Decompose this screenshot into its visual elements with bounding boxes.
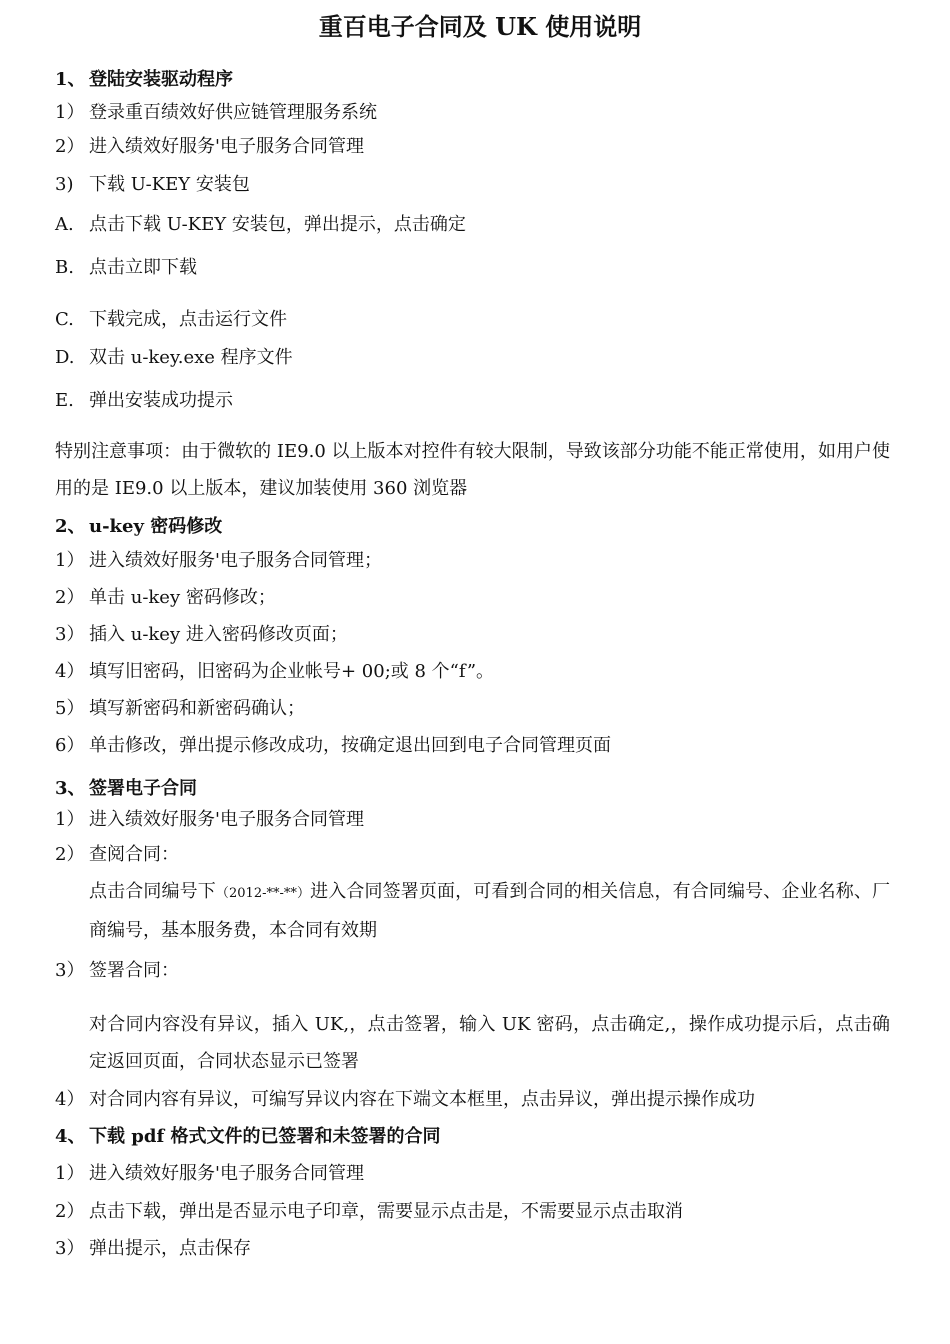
list-item (55, 548, 382, 574)
list-item (55, 1199, 683, 1225)
list-item (55, 134, 364, 160)
item-number: 2） (55, 844, 85, 865)
item-text: 单击 u-key 密码修改； (89, 587, 276, 608)
section-1-heading (55, 67, 233, 93)
description-text: 进入合同签署页面，可看到合同的相关信息，有合同编号、企业名称、厂商编号，基本服务费，本合同有效期 (89, 881, 890, 941)
item-text: 进入绩效好服务'电子服务合同管理 (89, 1163, 364, 1184)
item-number: 2） (55, 587, 85, 608)
item-number: 1） (55, 1163, 85, 1184)
list-item (55, 807, 364, 833)
section-title: 登陆安装驱动程序 (89, 69, 233, 90)
item-number: 1） (55, 550, 85, 571)
item-text: 弹出安装成功提示 (89, 390, 233, 411)
item-number: 3） (55, 960, 85, 981)
item-number: B. (55, 257, 74, 278)
list-item (55, 255, 197, 281)
list-item (55, 307, 287, 333)
list-item (55, 1236, 251, 1262)
item-number: D. (55, 347, 75, 368)
list-item (55, 696, 305, 722)
section-number: 2、 (55, 516, 86, 537)
item-text: 进入绩效好服务'电子服务合同管理 (89, 809, 364, 830)
item-number: 4） (55, 661, 85, 682)
sign-contract-description: 对合同内容没有异议，插入 UK,，点击签署，输入 UK 密码，点击确定,，操作成功提示后，点击确定返回页面，合同状态显示已签署 (89, 1014, 890, 1072)
list-item (55, 585, 276, 611)
list-item (55, 1161, 364, 1187)
item-text: 填写旧密码，旧密码为企业帐号+ 00;或 8 个“f”。 (89, 661, 495, 682)
list-item (55, 958, 179, 984)
contract-number-format: （2012-**-**） (215, 886, 311, 901)
item-number: 2） (55, 1201, 85, 1222)
item-text: 下载 U-KEY 安装包 (89, 174, 250, 195)
list-item (55, 659, 494, 685)
item-text: 双击 u-key.exe 程序文件 (89, 347, 293, 368)
section-number: 3、 (55, 778, 86, 799)
item-number: 3) (55, 174, 74, 195)
item-number: 1） (55, 809, 85, 830)
description-text: 点击合同编号下 (89, 881, 216, 902)
item-number: 3） (55, 624, 85, 645)
list-item (55, 100, 377, 126)
special-note: 特别注意事项：由于微软的 IE9.0 以上版本对控件有较大限制，导致该部分功能不能正常使用，如用户使用的是 IE9.0 以上版本，建议加装使用 360 浏览器 (55, 441, 890, 499)
item-text: 弹出提示，点击保存 (89, 1238, 251, 1259)
item-text: 查阅合同： (89, 844, 179, 865)
list-item (55, 733, 611, 759)
section-title: 签署电子合同 (89, 778, 197, 799)
item-text: 单击修改，弹出提示修改成功，按确定退出回到电子合同管理页面 (89, 735, 611, 756)
item-text: 进入绩效好服务'电子服务合同管理； (89, 550, 382, 571)
item-text: 登录重百绩效好供应链管理服务系统 (89, 102, 377, 123)
item-number: 4） (55, 1089, 85, 1110)
item-text: 签署合同： (89, 960, 179, 981)
list-item (55, 622, 348, 648)
view-contract-description (89, 873, 890, 949)
item-text: 对合同内容有异议，可编写异议内容在下端文本框里，点击异议，弹出提示操作成功 (89, 1089, 755, 1110)
section-number: 1、 (55, 69, 86, 90)
section-number: 4、 (55, 1126, 86, 1147)
item-number: E. (55, 390, 74, 411)
section-2-heading (55, 514, 222, 540)
item-number: 6） (55, 735, 85, 756)
list-item (55, 172, 250, 198)
item-number: 3） (55, 1238, 85, 1259)
item-number: 5） (55, 698, 85, 719)
item-text: 下载完成，点击运行文件 (89, 309, 287, 330)
list-item (55, 212, 466, 238)
item-number: C. (55, 309, 74, 330)
list-item (55, 388, 233, 414)
item-text: 点击立即下载 (89, 257, 197, 278)
document-title: 重百电子合同及 UK 使用说明 (318, 12, 642, 41)
list-item (55, 1087, 755, 1113)
section-title: 下载 pdf 格式文件的已签署和未签署的合同 (89, 1126, 441, 1147)
item-number: 1） (55, 102, 85, 123)
section-title: u-key 密码修改 (89, 516, 223, 537)
item-number: A. (55, 214, 74, 235)
section-3-heading (55, 776, 197, 802)
list-item (55, 842, 179, 868)
item-text: 进入绩效好服务'电子服务合同管理 (89, 136, 364, 157)
item-text: 插入 u-key 进入密码修改页面； (89, 624, 348, 645)
item-text: 点击下载，弹出是否显示电子印章，需要显示点击是，不需要显示点击取消 (89, 1201, 683, 1222)
list-item (55, 345, 293, 371)
section-4-heading (55, 1124, 440, 1150)
item-text: 填写新密码和新密码确认； (89, 698, 305, 719)
item-text: 点击下载 U-KEY 安装包，弹出提示，点击确定 (89, 214, 466, 235)
item-number: 2） (55, 136, 85, 157)
